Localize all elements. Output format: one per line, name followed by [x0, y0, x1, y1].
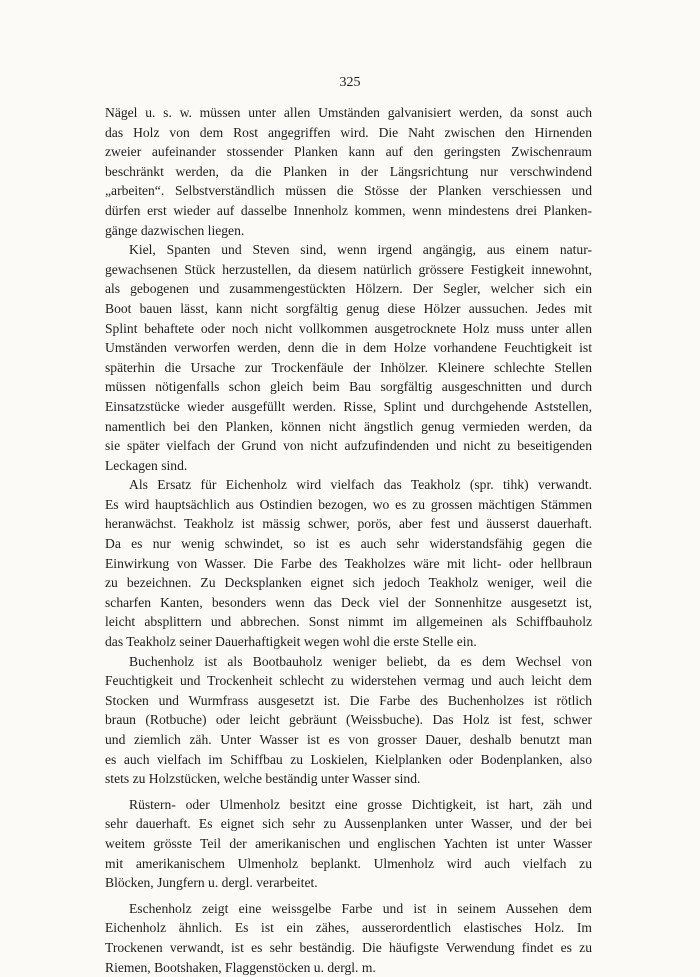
paragraph: [105, 899, 592, 977]
text-line: Nägel u. s. w. müssen unter allen Umständen galvanisiert werden, da sonst auch: [105, 105, 592, 120]
text-line: Als Ersatz für Eichenholz wird vielfach das Teakholz (spr. tihk) verwandt.: [129, 477, 592, 493]
text-line: Feuchtigkeit und Trockenheit schlecht zu widerstehen vermag und auch leicht dem: [105, 673, 592, 689]
text-line: sie später vielfach der Grund von nicht aufzufindenden und nicht zu beseitigenden: [105, 438, 592, 454]
text-line: Eichenholz ähnlich. Es ist ein zähes, ausserordentlich elastisches Holz. Im: [105, 920, 592, 936]
text-line: müssen nötigenfalls schon gleich beim Bau sorgfältig ausgeschnitten und durch: [105, 379, 592, 395]
text-line: Da es nur wenig schwindet, so ist es auch sehr widerstandsfähig gegen die: [105, 536, 592, 552]
page-number: 325: [339, 75, 361, 90]
text-line: zweier aufeinander stossender Planken kann auf den geringsten Zwischenraum: [105, 144, 592, 160]
text-line: Einsatzstücke wieder ausgefüllt werden. Risse, Splint und durchgehende Aststellen,: [105, 398, 592, 414]
text-line: und ziemlich zäh. Unter Wasser ist es von grosser Dauer, deshalb benutzt man: [105, 732, 592, 747]
text-line: Rüstern- oder Ulmenholz besitzt eine grosse Dichtigkeit, ist hart, zäh und: [129, 796, 592, 812]
text-line: Riemen, Bootshaken, Flaggenstöcken u. dergl. m.: [105, 959, 376, 975]
text-line: Boot bauen lässt, kann nicht sorgfältig genug diese Hölzer aussuchen. Jedes mit: [105, 300, 592, 316]
text-line: Umständen verworfen werden, denn die in dem Holze vorhandene Feuchtigkeit ist: [105, 340, 592, 356]
text-line: das Holz von dem Rost angegriffen wird. Die Naht zwischen den Hirnenden: [105, 124, 592, 140]
paragraph: [105, 475, 592, 651]
paragraph: [105, 652, 592, 789]
text-line: sehr dauerhaft. Es eignet sich sehr zu Aussenplanken unter Wasser, und der bei: [105, 816, 592, 832]
text-line: heranwächst. Teakholz ist mässig schwer, porös, aber fest und äusserst dauerhaft.: [105, 516, 592, 532]
paragraph: [105, 240, 592, 475]
text-line: „arbeiten“. Selbstverständlich müssen die Stösse der Planken verschiessen und: [105, 183, 592, 199]
text-line: braun (Rotbuche) oder leicht gebräunt (Weissbuche). Das Holz ist fest, schwer: [105, 712, 592, 728]
text-line: zu bezeichnen. Zu Decksplanken eignet sich jedoch Teakholz weniger, weil die: [105, 575, 592, 591]
text-line: namentlich bei den Planken, können nicht ängstlich genug vermieden werden, da: [105, 418, 592, 434]
text-line: als gebogenen und zusammengestückten Hölzern. Der Segler, welcher sich ein: [105, 281, 592, 297]
text-line: Stocken und Wurmfrass ausgesetzt ist. Die Farbe des Buchenholzes ist rötlich: [105, 692, 592, 708]
text-line: dürfen erst wieder auf dasselbe Innenholz kommen, wenn mindestens drei Planken-: [105, 202, 592, 218]
text-line: gänge dazwischen liegen.: [105, 222, 245, 238]
text-line: weitem grösste Teil der amerikanischen und englischen Yachten ist unter Wasser: [105, 835, 592, 851]
text-line: Kiel, Spanten und Steven sind, wenn irgend angängig, aus einem natur-: [129, 242, 592, 258]
text-line: leicht absplittern und abbrechen. Sonst nimmt im allgemeinen als Schiffbauholz: [105, 614, 592, 630]
text-line: es auch vielfach im Schiffbau zu Loskielen, Kielplanken oder Bodenplanken, also: [105, 751, 592, 767]
text-line: Einwirkung von Wasser. Die Farbe des Teakholzes wäre mit licht- oder hellbraun: [105, 555, 592, 571]
text-line: Splint behaftete oder noch nicht vollkommen ausgetrocknete Holz muss unter allen: [105, 320, 592, 336]
text-line: gewachsenen Stück herzustellen, da diesem natürlich grössere Festigkeit innewohnt,: [105, 261, 592, 277]
text-line: Eschenholz zeigt eine weissgelbe Farbe und ist in seinem Aussehen dem: [129, 900, 592, 916]
text-line: späterhin die Ursache zur Trockenfäule der Inhölzer. Kleinere schlechte Stellen: [105, 359, 592, 375]
text-line: Trockenen verwandt, ist es sehr beständig. Die häufigste Verwendung findet es zu: [105, 939, 592, 955]
body-text: [105, 103, 592, 977]
paragraph: [105, 103, 592, 240]
text-line: das Teakholz seiner Dauerhaftigkeit wegen wohl die erste Stelle ein.: [105, 634, 477, 650]
text-line: beschränkt werden, da die Planken in der Längsrichtung nur verschwindend: [105, 163, 592, 179]
text-line: scharfen Kanten, besonders wenn das Deck viel der Sonnenhitze ausgesetzt ist,: [105, 594, 592, 610]
text-line: mit amerikanischem Ulmenholz beplankt. Ulmenholz wird auch vielfach zu: [105, 855, 592, 871]
paragraph: [105, 795, 592, 893]
text-line: stets zu Holzstücken, welche beständig unter Wasser sind.: [105, 771, 421, 787]
text-line: Blöcken, Jungfern u. dergl. verarbeitet.: [105, 875, 318, 891]
text-line: Es wird hauptsächlich aus Ostindien bezogen, wo es zu grossen mächtigen Stämmen: [105, 496, 592, 512]
text-line: Buchenholz ist als Bootbauholz weniger beliebt, da es dem Wechsel von: [129, 653, 592, 669]
text-line: Leckagen sind.: [105, 457, 188, 473]
